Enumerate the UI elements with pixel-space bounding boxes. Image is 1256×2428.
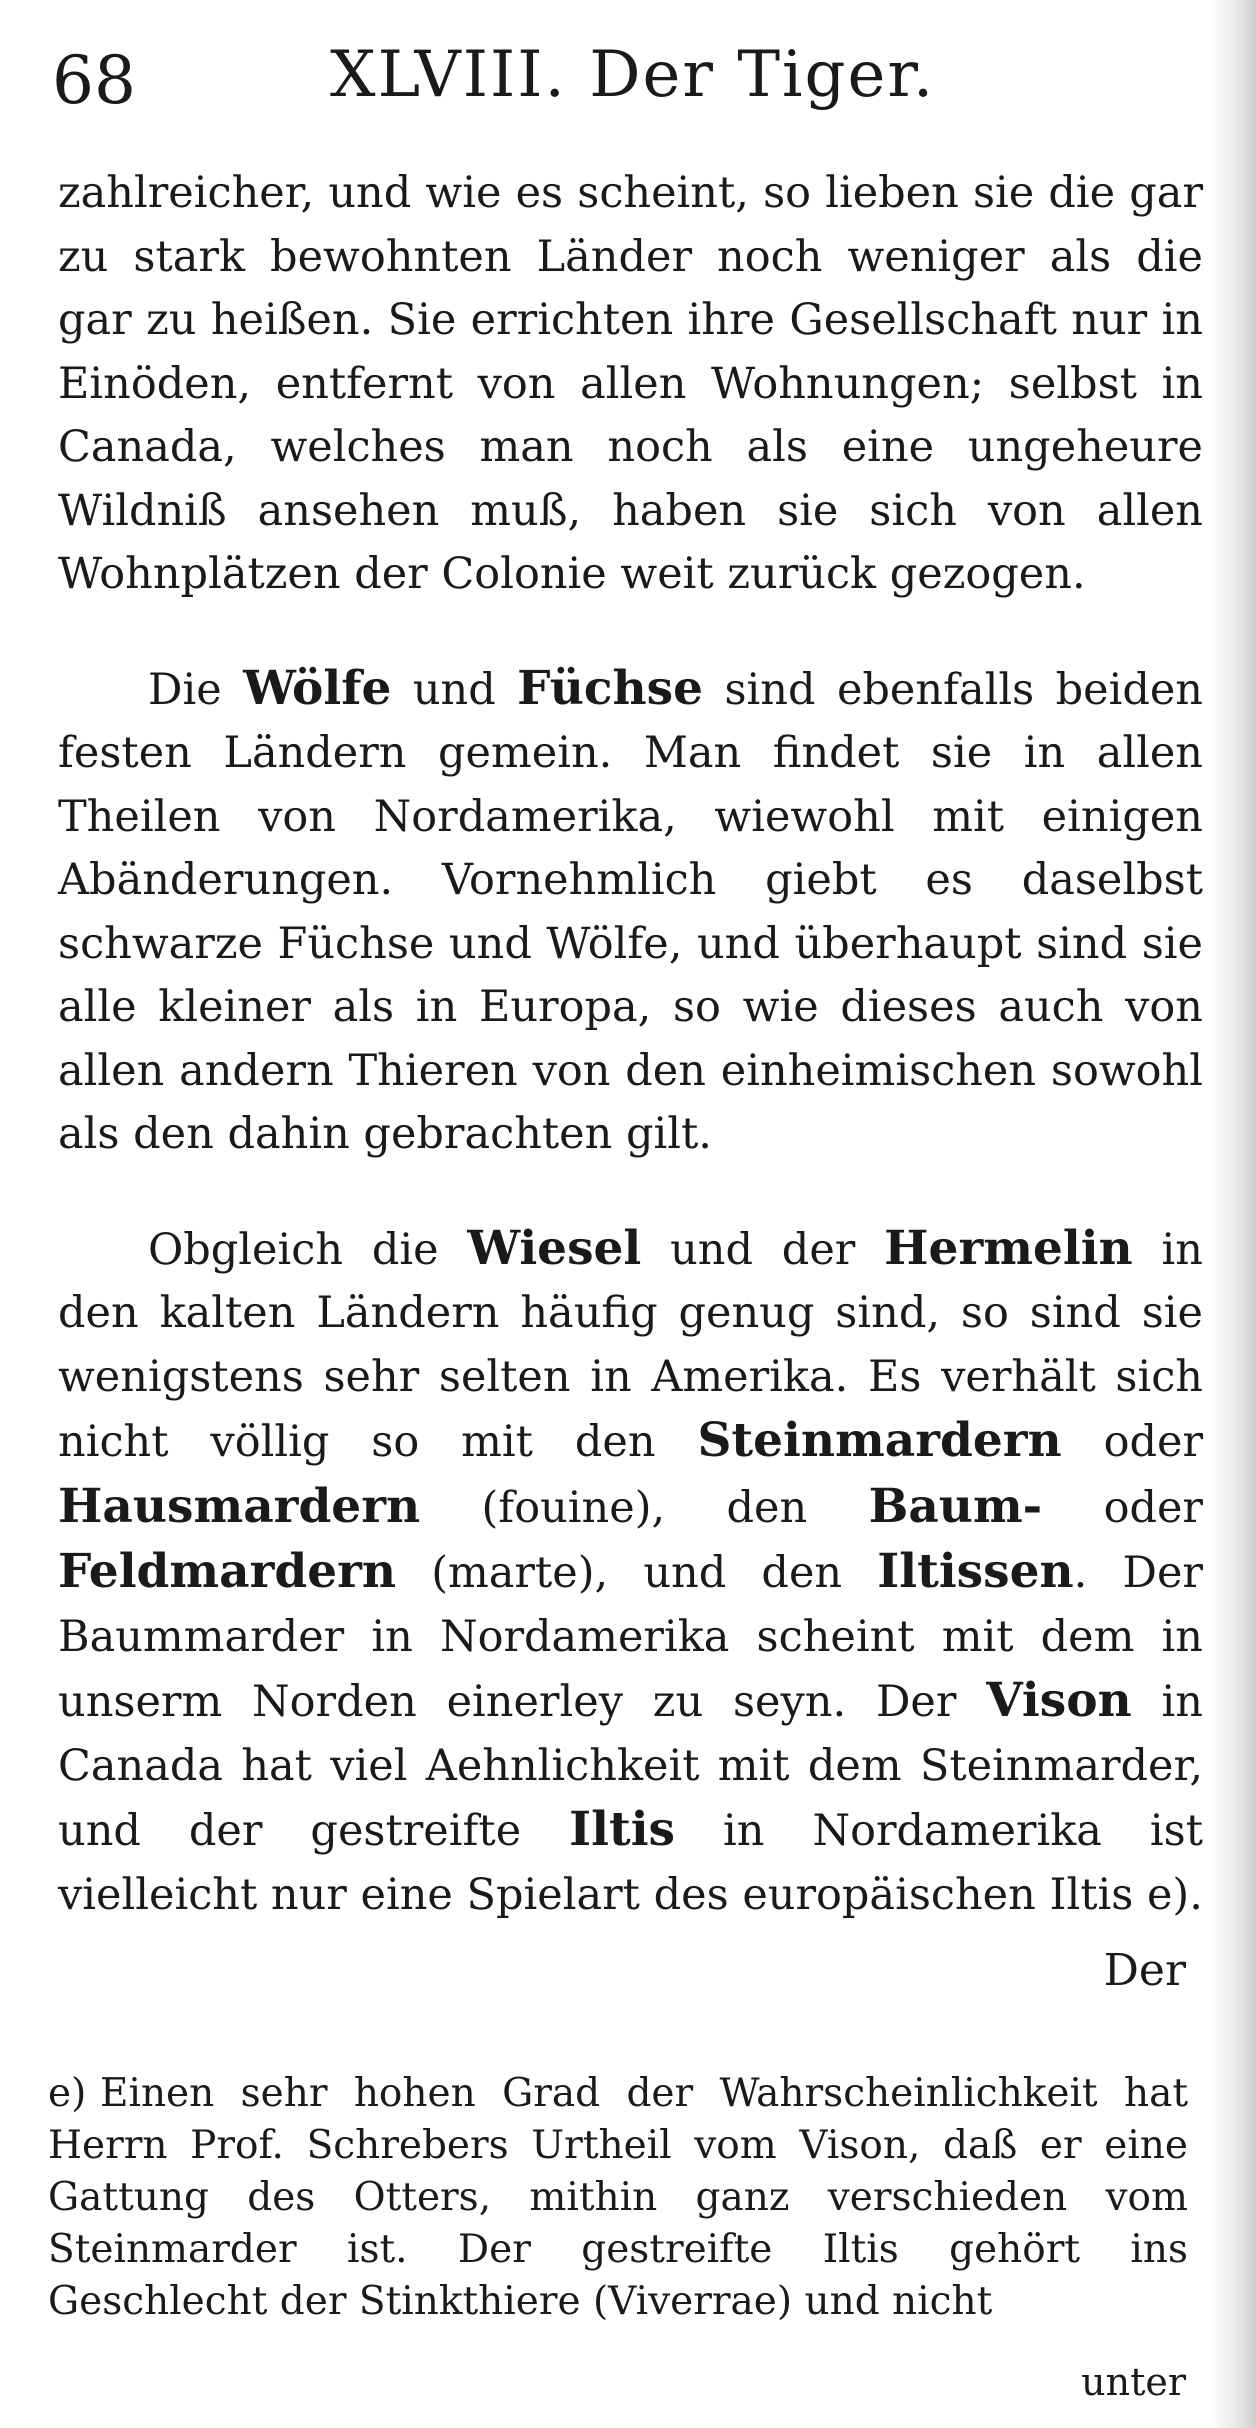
paragraph-text: und der bbox=[641, 1224, 885, 1275]
paragraph-text: zahlreicher, und wie es scheint, so lieben sie die gar zu stark bewohnten Länder noch weniger als die gar zu heißen. Sie errichten ihre Gesellschaft nur in Einöden, entfernt von allen Wohnungen; selbst in Canada, welches man noch als eine ungeheure Wildniß ansehen muß, haben sie sich von allen Wohnplätzen der Colonie weit zurück gezogen. bbox=[58, 168, 1203, 599]
emphasized-term: Hausmardern bbox=[58, 1478, 421, 1534]
paragraph-text: Obgleich die bbox=[148, 1224, 468, 1275]
emphasized-term: Iltissen bbox=[877, 1544, 1074, 1599]
paragraph-text: oder bbox=[1061, 1417, 1203, 1467]
paragraph-text: in Nordamerika ist vielleicht nur eine Spielart des europäischen Iltis e). bbox=[58, 1806, 1203, 1920]
page-edge-shadow bbox=[1210, 0, 1256, 2428]
emphasized-term: Vison bbox=[986, 1673, 1132, 1728]
paragraph-text: (fouine), den bbox=[420, 1482, 869, 1533]
emphasized-term: Hermelin bbox=[884, 1220, 1133, 1276]
emphasized-term: Wiesel bbox=[467, 1220, 642, 1276]
paragraph-text: in den kalten Ländern häufig genug sind, so sind sie wenigstens sehr selten in Amerika. Es verhält sich nicht völlig so mit den bbox=[58, 1224, 1203, 1467]
paragraph bbox=[58, 657, 1203, 1167]
paragraph-text: Die bbox=[148, 664, 244, 715]
body-text bbox=[58, 162, 1203, 1927]
page-number: 68 bbox=[52, 42, 136, 119]
running-head: XLVIII. Der Tiger. bbox=[330, 38, 936, 112]
catchword: Der bbox=[1103, 1945, 1186, 1996]
emphasized-term: Steinmardern bbox=[697, 1413, 1062, 1468]
footnote-catchword: unter bbox=[1081, 2360, 1186, 2404]
paragraph-text: . Der Baummarder in Nordamerika scheint mit dem in unserm Norden einerley zu seyn. Der bbox=[58, 1548, 1203, 1727]
paragraph-text: sind ebenfalls beiden festen Ländern gemein. Man findet sie in allen Theilen von Nordamerika, wiewohl mit einigen Abänderungen. Vornehmlich giebt es daselbst schwarze Füchse und Wölfe, und überhaupt sind sie alle kleiner als in Europa, so wie dieses auch von allen andern Thieren von den einheimischen sowohl als den dahin gebrachten gilt. bbox=[58, 664, 1203, 1159]
emphasized-term: Wölfe bbox=[243, 660, 392, 716]
paragraph-text: in Canada hat viel Aehnlichkeit mit dem Steinmarder, und der gestreifte bbox=[58, 1677, 1203, 1856]
emphasized-term: Iltis bbox=[569, 1802, 676, 1857]
paragraph-text: (marte), und den bbox=[396, 1548, 878, 1598]
emphasized-term: Feldmardern bbox=[58, 1544, 397, 1599]
paragraph bbox=[58, 162, 1203, 607]
emphasized-term: Füchse bbox=[517, 660, 704, 716]
emphasized-term: Baum- bbox=[868, 1478, 1043, 1534]
footnote-text: Einen sehr hohen Grad der Wahrscheinlichkeit hat Herrn Prof. Schrebers Urtheil vom Vison, daß er eine Gattung des Otters, mithin ganz verschieden vom Steinmarder ist. Der gestreifte Iltis gehört ins Geschlecht der Stinkthiere (Viverrae) und nicht bbox=[48, 2071, 1188, 2324]
paragraph-text: und bbox=[391, 664, 518, 715]
paragraph-text: oder bbox=[1042, 1482, 1203, 1533]
page-header bbox=[0, 20, 1256, 130]
footnote-marker: e) bbox=[48, 2071, 87, 2116]
footnote bbox=[48, 2068, 1188, 2328]
paragraph bbox=[58, 1217, 1203, 1928]
